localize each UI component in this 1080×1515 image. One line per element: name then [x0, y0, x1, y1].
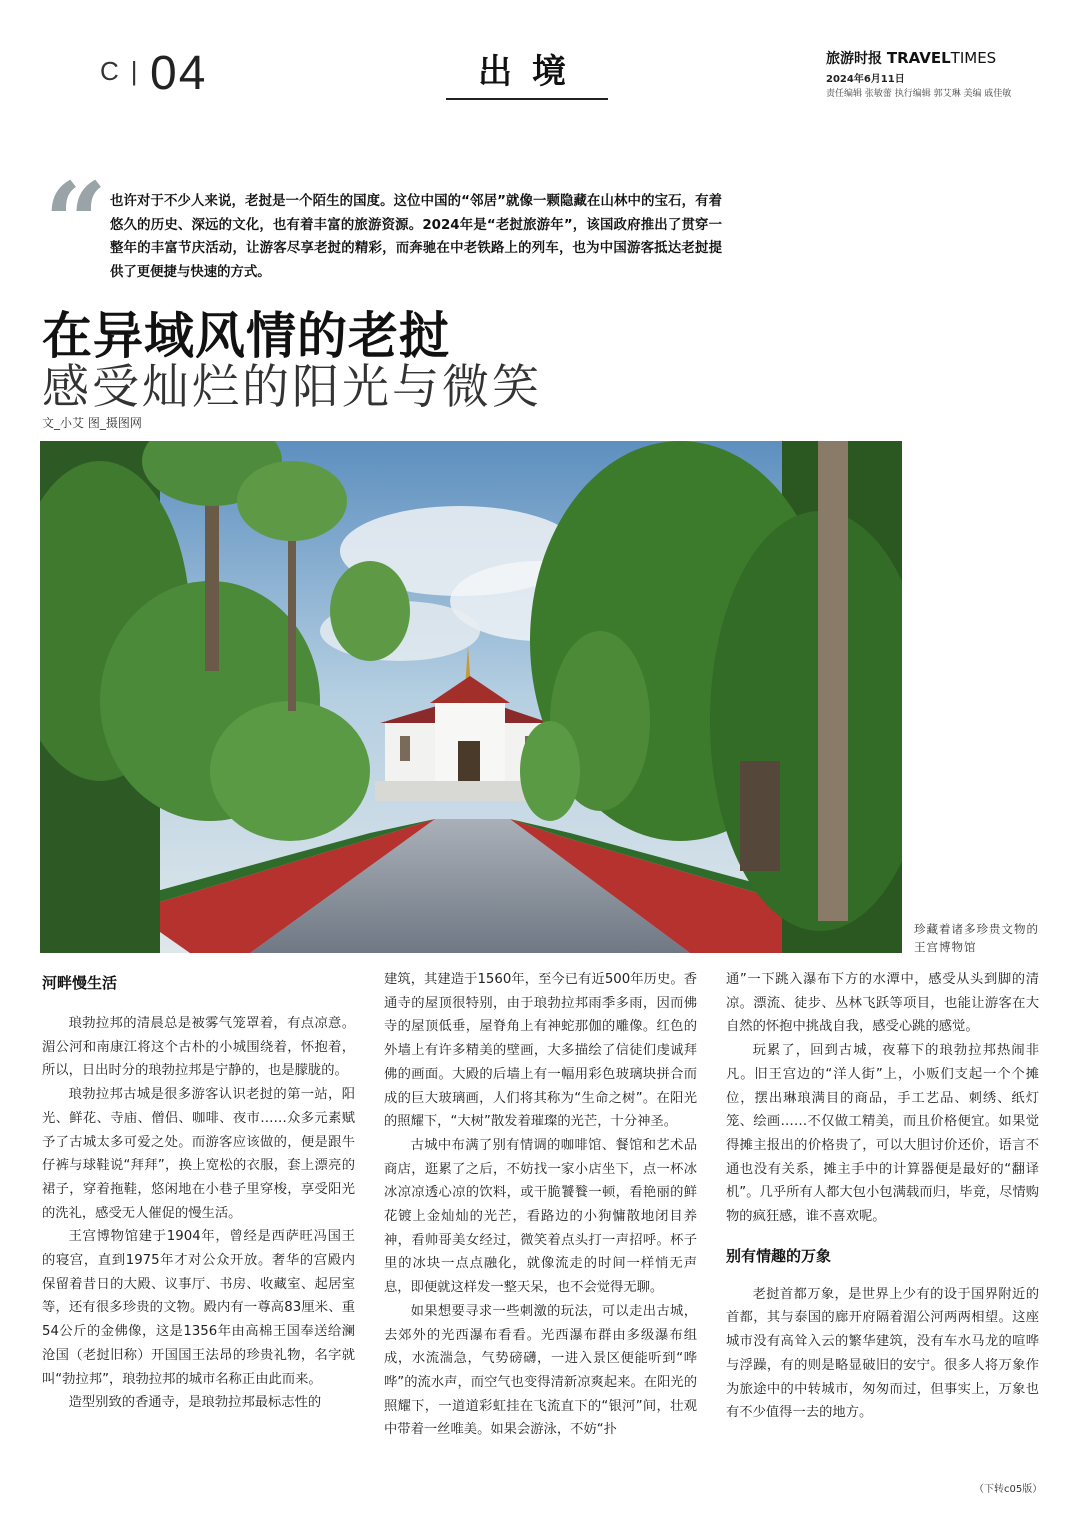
body-paragraph: 琅勃拉邦古城是很多游客认识老挝的第一站，阳光、鲜花、寺庙、僧侣、咖啡、夜市……众多元素赋予了古城太多可爱之处。而游客应该做的，便是跟牛仔裤与球鞋说“拜拜”，换上宽松的衣服，套上漂亮的裙子，穿着拖鞋，悠闲地在小巷子里穿梭，享受阳光的洗礼，感受无人催促的慢生活。: [42, 1087, 355, 1221]
photo-caption: 珍藏着诸多珍贵文物的王宫博物馆: [914, 922, 1039, 954]
section-heading-riverside: 河畔慢生活: [42, 974, 118, 992]
body-paragraph: 老挝首都万象，是世界上少有的设于国界附近的首都，其与泰国的廊开府隔着湄公河两两相望。这座城市没有高耸入云的繁华建筑，没有车水马龙的喧哗与浮躁，有的则是略显破旧的安宁。很多人将万象作为旅途中的中转城市，匆匆而过，但事实上，万象也有不少值得一去的地方。: [726, 1286, 1039, 1421]
page-number: 04: [150, 47, 208, 100]
article-column-2: [384, 968, 697, 1442]
editor-credits: 责任编辑 张敏蕾 执行编辑 郭艾琳 美编 戚佳敏: [826, 89, 1012, 99]
body-paragraph: 琅勃拉邦的清晨总是被雾气笼罩着，有点凉意。湄公河和南康江将这个古朴的小城围绕着，怀抱着，所以，日出时分的琅勃拉邦是宁静的，也是朦胧的。: [42, 1016, 355, 1079]
masthead-en: TRAVEL: [886, 49, 951, 67]
subheadline: 感受灿烂的阳光与微笑: [42, 360, 542, 415]
body-paragraph: 王宫博物馆建于1904年，曾经是西萨旺冯国王的寝宫，直到1975年才对公众开放。奢华的宫殿内保留着昔日的大殿、议事厅、书房、收藏室、起居室等，还有很多珍贵的文物。殿内有一尊高83厘米、重54公斤的金佛像，这是1356年由高棉王国奉送给澜沧国（老挝旧称）开国国王法昂的珍贵礼物，名字就叫“勃拉邦”，琅勃拉邦的城市名称正由此而来。: [42, 1229, 355, 1387]
intro-paragraph: 也许对于不少人来说，老挝是一个陌生的国度。这位中国的“邻居”就像一颗隐藏在山林中的宝石，有着悠久的历史、深远的文化，也有着丰富的旅游资源。2024年是“老挝旅游年”，该国政府推出了贯穿一整年的丰富节庆活动，让游客尽享老挝的精彩，而奔驰在中老铁路上的列车，也为中国游客抵达老挝提供了更便捷与快速的方式。: [110, 194, 722, 280]
body-paragraph: 造型别致的香通寺，是琅勃拉邦最标志性的: [68, 1395, 322, 1411]
quote-mark-icon: “: [44, 158, 108, 287]
article-column-1: [42, 968, 355, 1415]
article-column-3: [726, 968, 1039, 1425]
body-paragraph: 建筑，其建造于1560年，至今已有近500年历史。香通寺的屋顶很特别，由于琅勃拉邦雨季多雨，因而佛寺的屋顶低垂，屋脊角上有神蛇那伽的雕像。红色的外墙上有许多精美的壁画，大多描绘了信徒们虔诚拜佛的画面。大殿的后墙上有一幅用彩色玻璃块拼合而成的巨大玻璃画，人们将其称为“生命之树”。在阳光的照耀下，“大树”散发着璀璨的光芒，十分神圣。: [384, 972, 697, 1130]
headline: 在异域风情的老挝: [42, 306, 450, 365]
section-code: C |: [100, 56, 144, 86]
body-paragraph: 古城中布满了别有情调的咖啡馆、餐馆和艺术品商店，逛累了之后，不妨找一家小店坐下，点一杯冰冰凉凉透心凉的饮料，或干脆饕餮一顿，看艳丽的鲜花镀上金灿灿的光芒，看路边的小狗慵散地闭目养神，看帅哥美女经过，微笑着点头打一声招呼。杯子里的冰块一点点融化，就像流走的时间一样悄无声息，即便就这样发一整天呆，也不会觉得无聊。: [384, 1137, 697, 1296]
publication-date: 2024年6月11日: [826, 74, 905, 85]
palace-photo-illustration: [40, 441, 902, 953]
body-paragraph: 玩累了，回到古城，夜幕下的琅勃拉邦热闹非凡。旧王宫边的“洋人街”上，小贩们支起一个个摊位，摆出琳琅满目的商品，手工艺品、刺绣、纸灯笼、绘画……不仅做工精美，而且价格便宜。如果觉得摊主报出的价格贵了，可以大胆讨价还价，语言不通也没有关系，摊主手中的计算器便是最好的“翻译机”。几乎所有人都大包小包满载而归，毕竟，尽情购物的疯狂感，谁不喜欢呢。: [726, 1043, 1039, 1225]
section-title: 出境: [478, 52, 586, 92]
body-paragraph: 通”一下跳入瀑布下方的水潭中，感受从头到脚的清凉。漂流、徒步、丛林飞跃等项目，也能让游客在大自然的怀抱中挑战自我，感受心跳的感觉。: [726, 972, 1039, 1035]
masthead-en2: TIMES: [950, 49, 997, 67]
byline: 文_小艾 图_摄图网: [42, 416, 142, 430]
masthead: [826, 48, 996, 68]
continued-note: （下转c05版）: [974, 1484, 1043, 1495]
masthead-cn: 旅游时报: [826, 51, 882, 67]
royal-palace-photo: [40, 441, 902, 953]
section-title-rule: [446, 98, 608, 100]
section-heading-vientiane: 别有情趣的万象: [726, 1246, 832, 1265]
body-paragraph: 如果想要寻求一些刺激的玩法，可以走出古城，去郊外的光西瀑布看看。光西瀑布群由多级瀑布组成，水流湍急，气势磅礴，一进入景区便能听到“哗哗”的流水声，而空气也变得清新凉爽起来。在阳光的照耀下，一道道彩虹挂在飞流直下的“银河”间，壮观中带着一丝唯美。如果会游泳，不妨“扑: [384, 1303, 697, 1438]
